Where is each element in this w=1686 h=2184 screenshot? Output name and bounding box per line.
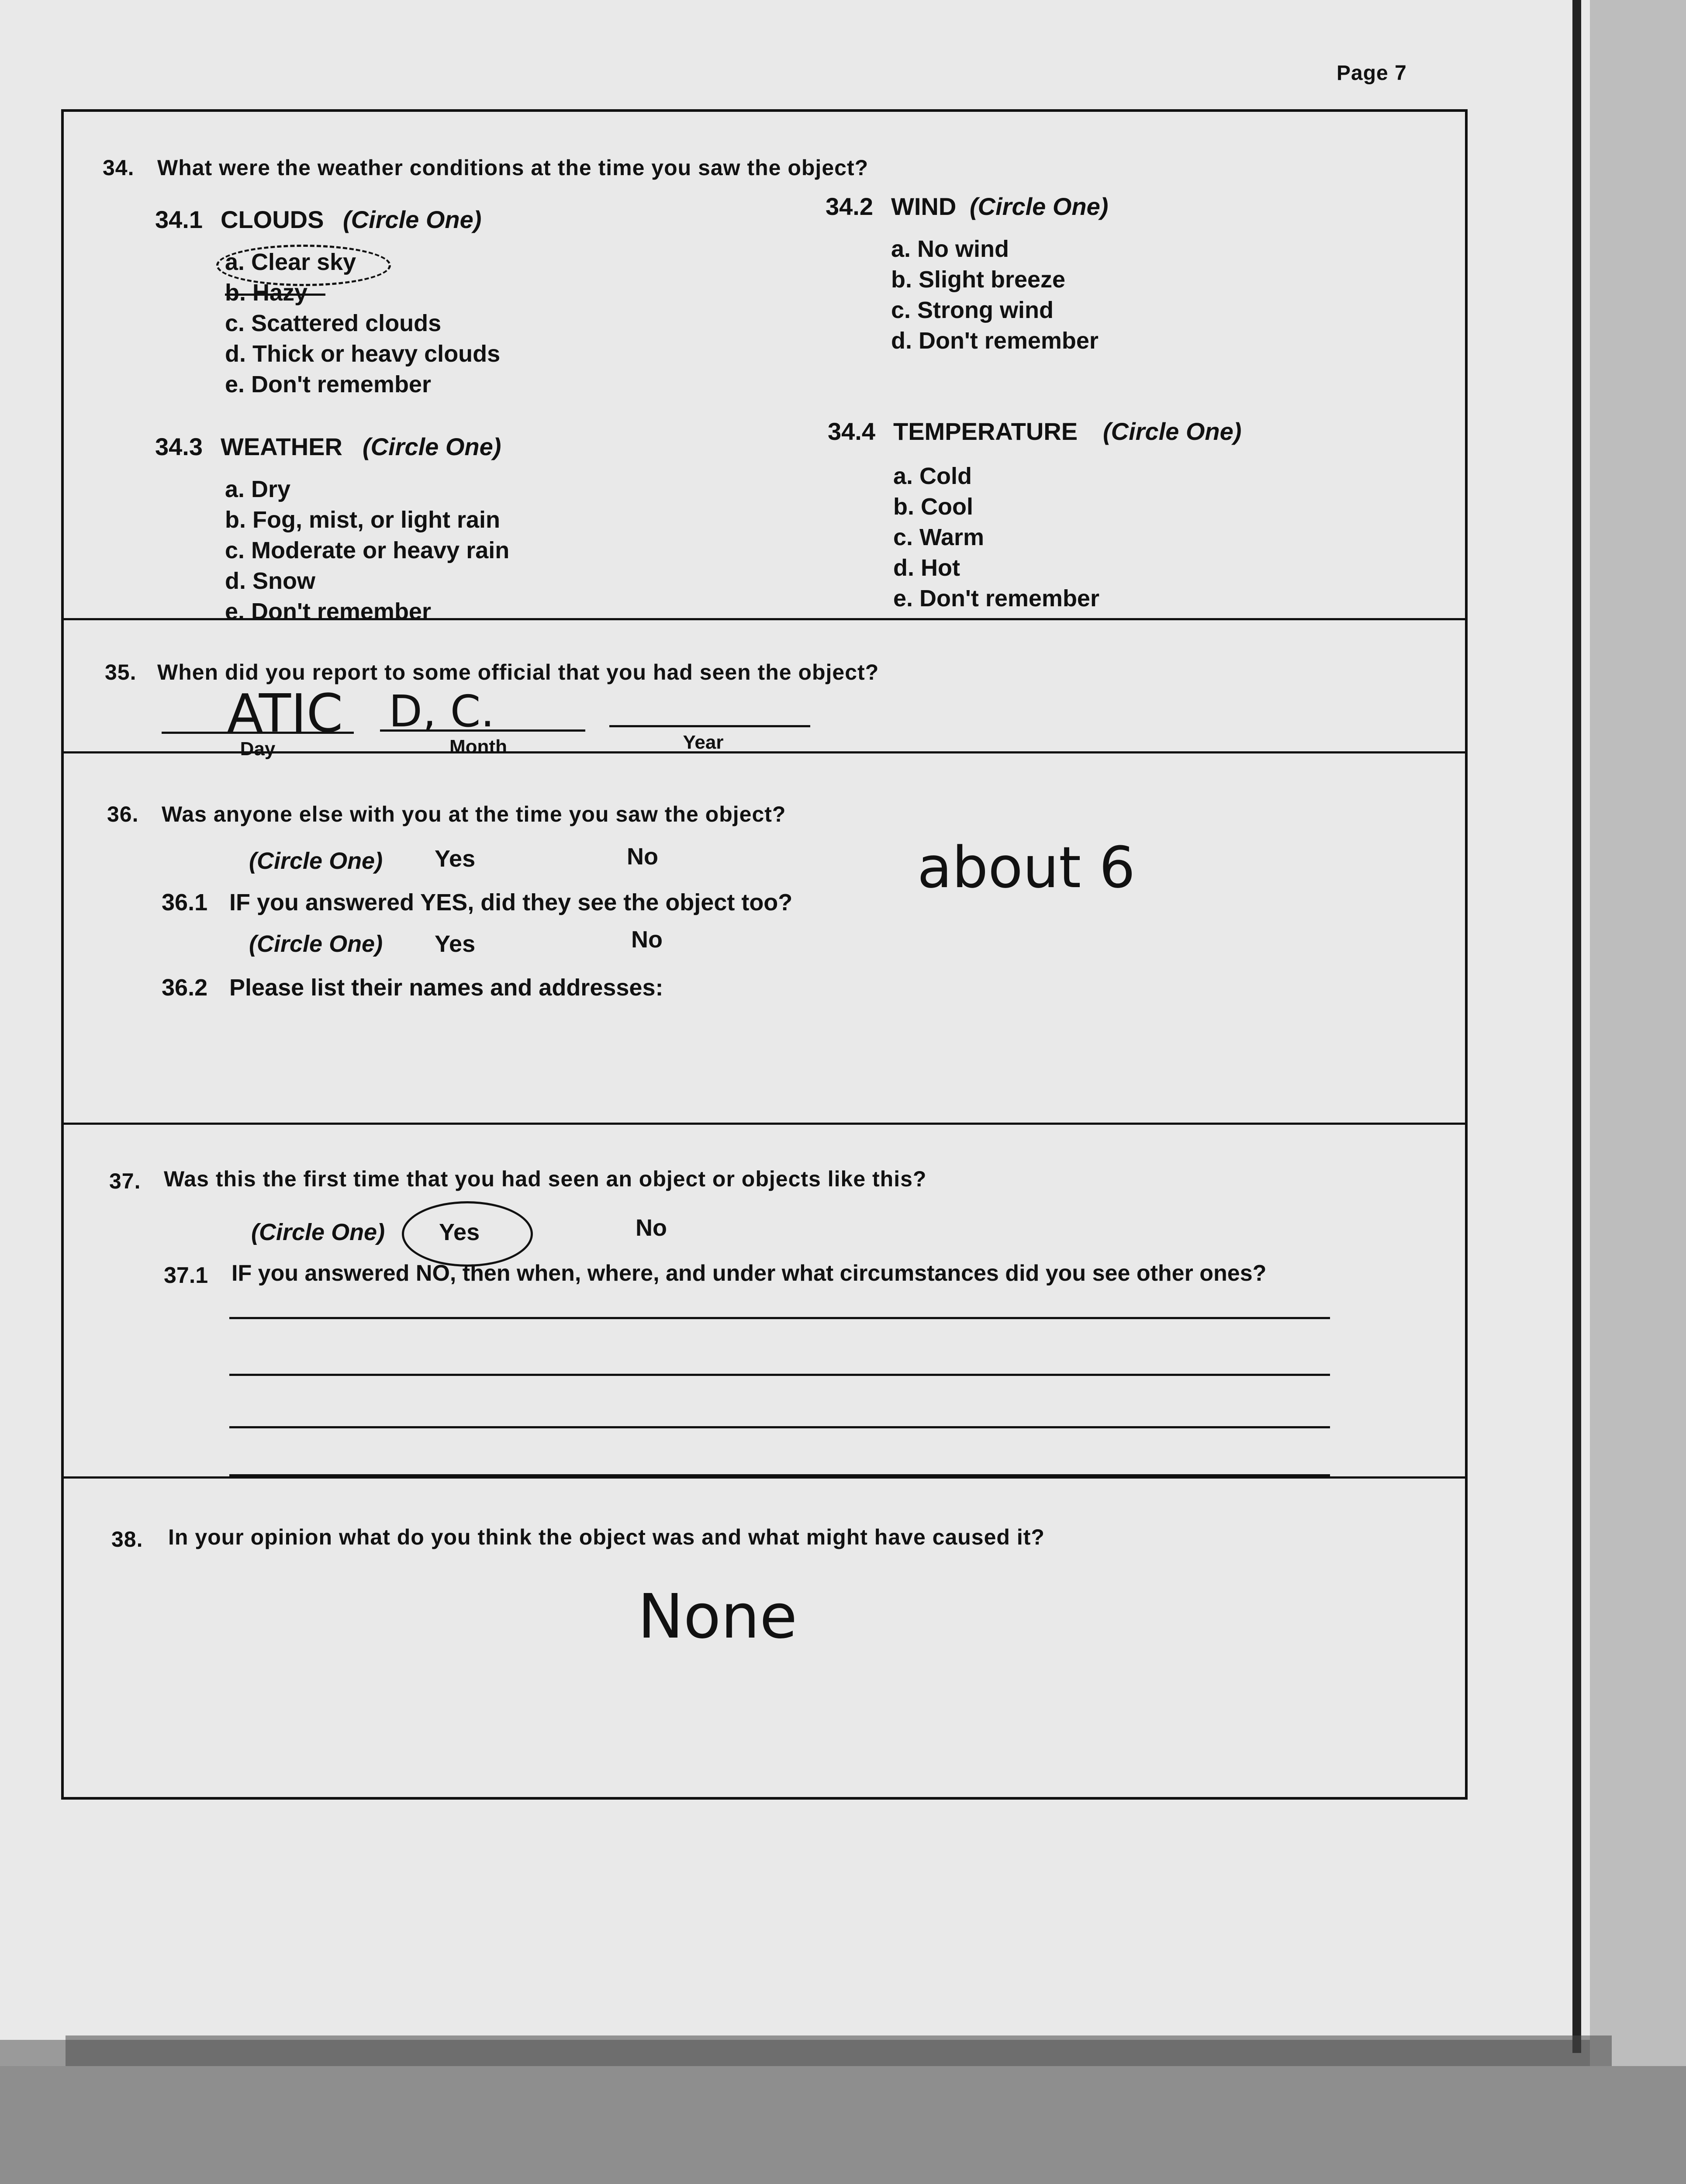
q36-number: 36. bbox=[107, 802, 139, 826]
q36-instruction: (Circle One) bbox=[249, 848, 383, 874]
strike-hazy bbox=[225, 294, 325, 296]
q34-3-option-a[interactable]: a. Dry bbox=[225, 476, 291, 502]
q37-1-answer-line-1[interactable] bbox=[229, 1317, 1330, 1319]
q37-1-answer-line-3[interactable] bbox=[229, 1426, 1330, 1428]
q36-1-text: IF you answered YES, did they see the object too? bbox=[229, 889, 793, 916]
q34-1-option-a[interactable]: a. Clear sky bbox=[225, 249, 356, 275]
q34-4-options bbox=[893, 461, 1286, 618]
q37-1-answer-line-2[interactable] bbox=[229, 1374, 1330, 1376]
q34-number: 34. bbox=[103, 156, 135, 180]
q34-3-option-d[interactable]: d. Snow bbox=[225, 568, 315, 594]
q34-3-instruction: (Circle One) bbox=[363, 433, 501, 460]
q38-number: 38. bbox=[111, 1527, 143, 1552]
divider-36-37 bbox=[61, 1123, 1468, 1125]
q34-2-option-a[interactable]: a. No wind bbox=[891, 236, 1009, 262]
q35-year-line[interactable] bbox=[609, 725, 810, 727]
q34-4-option-b[interactable]: b. Cool bbox=[893, 494, 973, 520]
q34-1-option-c[interactable]: c. Scattered clouds bbox=[225, 310, 442, 336]
q34-4-option-d[interactable]: d. Hot bbox=[893, 555, 960, 581]
q34-1-number: 34.1 bbox=[155, 206, 203, 233]
q34-2-option-c[interactable]: c. Strong wind bbox=[891, 297, 1054, 323]
q34-4-instruction: (Circle One) bbox=[1103, 418, 1242, 445]
q36-1-yes[interactable]: Yes bbox=[435, 931, 476, 957]
q34-2-instruction: (Circle One) bbox=[970, 193, 1109, 220]
q37-text: Was this the first time that you had seen an object or objects like this? bbox=[164, 1167, 927, 1191]
answer-circle-yes bbox=[402, 1201, 533, 1267]
answer-circle-clear-sky bbox=[216, 245, 391, 286]
q35-number: 35. bbox=[105, 660, 137, 684]
q34-2-option-b[interactable]: b. Slight breeze bbox=[891, 266, 1066, 293]
q36-yes[interactable]: Yes bbox=[435, 846, 476, 872]
q34-1-option-e[interactable]: e. Don't remember bbox=[225, 371, 431, 397]
q34-2-option-d[interactable]: d. Don't remember bbox=[891, 328, 1099, 354]
q37-instruction: (Circle One) bbox=[251, 1219, 385, 1245]
q35-day-line[interactable] bbox=[162, 732, 354, 734]
q38-handwritten-answer: None bbox=[638, 1581, 798, 1652]
sheet-shadow bbox=[66, 2035, 1612, 2066]
q34-3-option-b[interactable]: b. Fog, mist, or light rain bbox=[225, 507, 500, 533]
q35-label-month: Month bbox=[449, 736, 507, 757]
q37-no[interactable]: No bbox=[636, 1215, 667, 1241]
scan-right-edge bbox=[1590, 0, 1686, 2066]
q36-2-text: Please list their names and addresses: bbox=[229, 975, 663, 1001]
q36-handwritten-note: about 6 bbox=[917, 834, 1136, 901]
scan-binding-edge bbox=[1572, 0, 1581, 2053]
page-label: Page 7 bbox=[1337, 62, 1407, 85]
q35-label-day: Day bbox=[240, 738, 276, 760]
q36-1-number: 36.1 bbox=[162, 889, 208, 916]
q34-1-instruction: (Circle One) bbox=[343, 206, 482, 233]
q35-handwritten-day: ATIC bbox=[227, 684, 343, 744]
q34-2-title: WIND bbox=[891, 193, 957, 220]
q34-1-option-d[interactable]: d. Thick or heavy clouds bbox=[225, 341, 501, 367]
q34-2-options bbox=[891, 234, 1284, 365]
divider-37-38 bbox=[61, 1476, 1468, 1479]
q37-number: 37. bbox=[109, 1169, 141, 1193]
q37-1-number: 37.1 bbox=[164, 1263, 208, 1288]
q36-no[interactable]: No bbox=[627, 843, 658, 870]
q34-3-options bbox=[225, 474, 618, 631]
q34-1-option-b[interactable]: b. Hazy bbox=[225, 280, 308, 306]
q34-text: What were the weather conditions at the time you saw the object? bbox=[157, 156, 869, 180]
q34-1-title: CLOUDS bbox=[221, 206, 324, 233]
q34-3-option-c[interactable]: c. Moderate or heavy rain bbox=[225, 537, 510, 563]
q35-handwritten-month: D, C. bbox=[389, 686, 495, 737]
q36-2-number: 36.2 bbox=[162, 975, 208, 1001]
q34-2-number: 34.2 bbox=[826, 193, 873, 220]
q35-text: When did you report to some official that you had seen the object? bbox=[157, 660, 879, 684]
scan-lower-area bbox=[0, 2066, 1686, 2184]
q34-4-number: 34.4 bbox=[828, 418, 875, 445]
q37-1-text: IF you answered NO, then when, where, and under what circumstances did you see other ones? bbox=[231, 1261, 1267, 1286]
q37-1-answer-line-4[interactable] bbox=[229, 1474, 1330, 1476]
q34-4-option-a[interactable]: a. Cold bbox=[893, 463, 972, 489]
q37-yes[interactable]: Yes bbox=[439, 1219, 480, 1245]
q35-month-line[interactable] bbox=[380, 729, 585, 732]
q34-4-title: TEMPERATURE bbox=[893, 418, 1078, 445]
q34-3-number: 34.3 bbox=[155, 433, 203, 460]
q36-text: Was anyone else with you at the time you saw the object? bbox=[162, 802, 786, 826]
q34-4-option-e[interactable]: e. Don't remember bbox=[893, 585, 1099, 612]
q38-text: In your opinion what do you think the object was and what might have caused it? bbox=[168, 1525, 1045, 1549]
q34-3-title: WEATHER bbox=[221, 433, 342, 460]
q34-4-option-c[interactable]: c. Warm bbox=[893, 524, 985, 550]
q36-1-no[interactable]: No bbox=[631, 926, 663, 953]
q34-3-option-e[interactable]: e. Don't remember bbox=[225, 598, 431, 625]
q36-1-instruction: (Circle One) bbox=[249, 931, 383, 957]
q35-label-year: Year bbox=[683, 732, 724, 753]
